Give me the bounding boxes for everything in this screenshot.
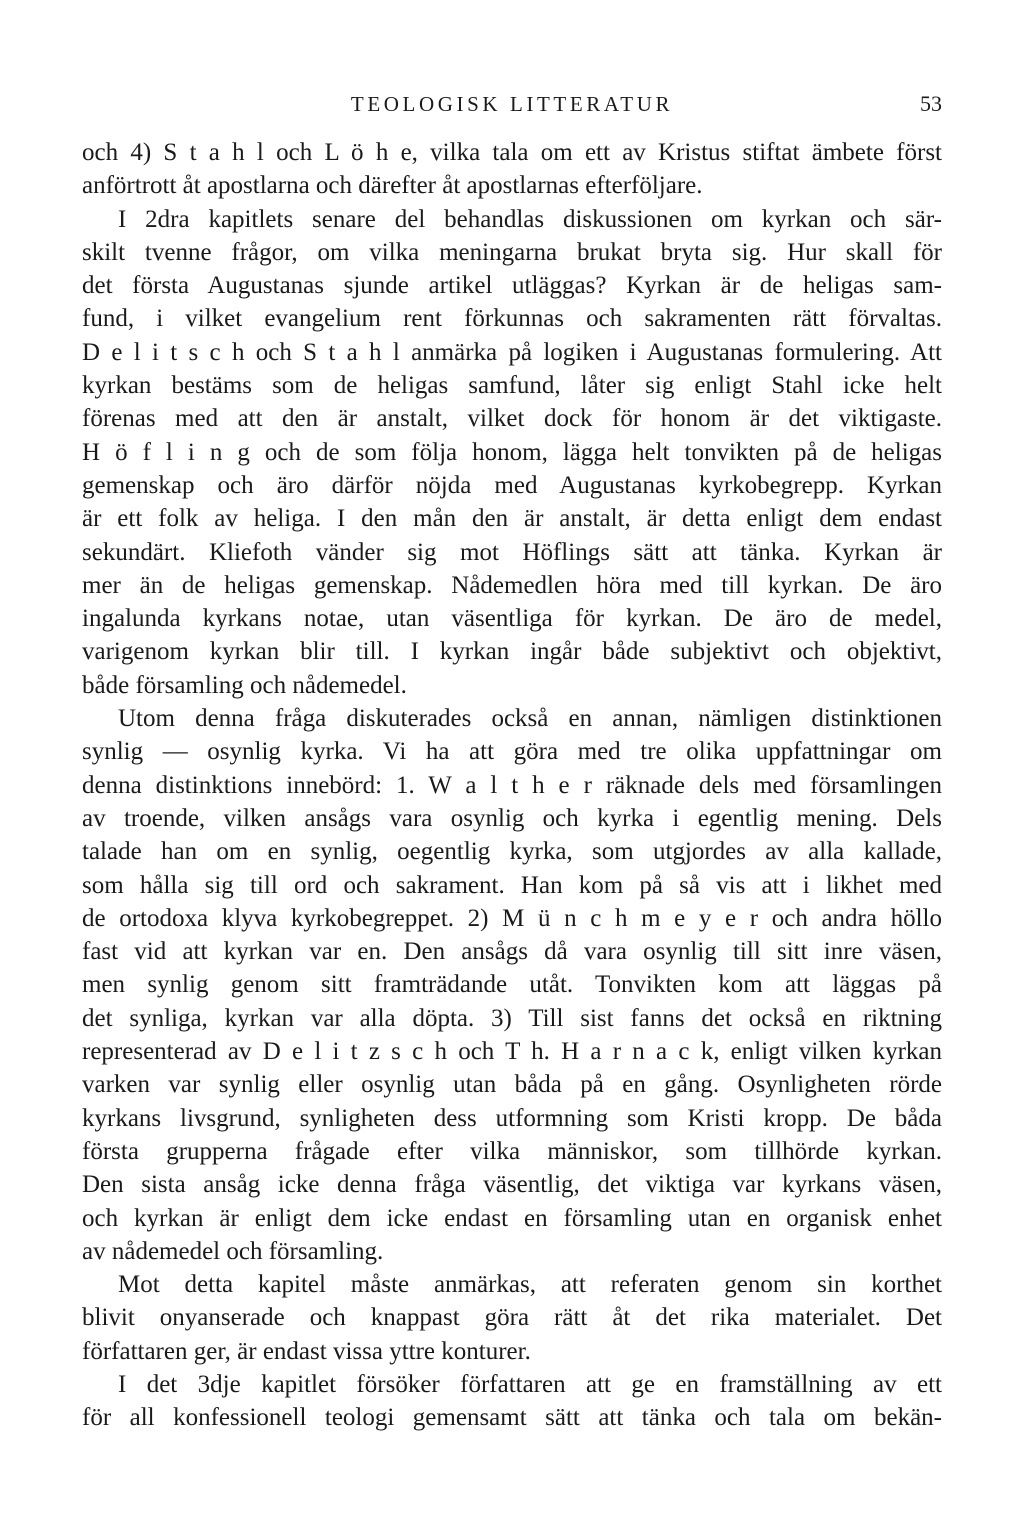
text-line: fast vid att kyrkan var en. Den ansågs då vara osynlig till sitt inre väsen, xyxy=(82,938,942,966)
text-line: blivit onyanserade och knappast göra rätt åt det rika materialet. Det xyxy=(82,1304,942,1332)
text-line: förenas med att den är anstalt, vilket dock för honom är det viktigaste. xyxy=(82,405,942,433)
text-line: kyrkan bestäms som de heligas samfund, låter sig enligt Stahl icke helt xyxy=(82,372,942,400)
text-line: ingalunda kyrkans notae, utan väsentliga för kyrkan. De äro de medel, xyxy=(82,605,942,633)
text-line: representerad av D e l i t z s c h och T h. H a r n a c k, enligt vilken kyrkan xyxy=(82,1038,942,1066)
text-line: denna distinktions innebörd: 1. W a l t h e r räknade dels med församlingen xyxy=(82,771,942,799)
text-line: talade han om en synlig, oegentlig kyrka, som utgjordes av alla kallade, xyxy=(82,838,942,866)
running-title: TEOLOGISK LITTERATUR xyxy=(350,92,674,116)
text-line: fund, i vilket evangelium rent förkunnas och sakramenten rätt förvaltas. xyxy=(82,305,942,333)
text-line: och 4) S t a h l och L ö h e, vilka tala om ett av Kristus stiftat ämbete först xyxy=(82,139,942,166)
text-line: gemenskap och äro därför nöjda med Augustanas kyrkobegrepp. Kyrkan xyxy=(82,471,942,499)
body-text xyxy=(82,136,942,1435)
text-line: H ö f l i n g och de som följa honom, lägga helt tonvikten på de heligas xyxy=(82,438,942,466)
text-line: Mot detta kapitel måste anmärkas, att referaten genom sin korthet xyxy=(118,1271,942,1299)
text-line: första grupperna frågade efter vilka människor, som tillhörde kyrkan. xyxy=(82,1137,942,1165)
text-line: av nådemedel och församling. xyxy=(82,1237,384,1265)
text-line: av troende, vilken ansågs vara osynlig och kyrka i egentlig mening. Dels xyxy=(82,804,942,832)
text-line: som hålla sig till ord och sakrament. Han kom på så vis att i likhet med xyxy=(82,871,942,899)
text-line: varken var synlig eller osynlig utan båda på en gång. Osynligheten rörde xyxy=(82,1071,942,1099)
text-line: kyrkans livsgrund, synligheten dess utformning som Kristi kropp. De båda xyxy=(82,1104,942,1132)
text-line: de ortodoxa klyva kyrkobegreppet. 2) M ü n c h m e y e r och andra höllo xyxy=(82,904,942,932)
page-number: 53 xyxy=(920,91,942,116)
text-line: det första Augustanas sjunde artikel utläggas? Kyrkan är de heligas sam- xyxy=(82,272,942,300)
text-line: är ett folk av heliga. I den mån den är anstalt, är detta enligt dem endast xyxy=(82,505,942,533)
text-line: mer än de heligas gemenskap. Nådemedlen höra med till kyrkan. De äro xyxy=(82,571,942,599)
text-line: I det 3dje kapitlet försöker författaren att ge en framställning av ett xyxy=(118,1370,942,1398)
text-line: författaren ger, är endast vissa yttre konturer. xyxy=(82,1337,531,1365)
text-line: anförtrott åt apostlarna och därefter åt apostlarnas efterföljare. xyxy=(82,172,703,200)
text-line: sekundärt. Kliefoth vänder sig mot Höflings sätt att tänka. Kyrkan är xyxy=(82,538,942,566)
text-line: D e l i t s c h och S t a h l anmärka på logiken i Augustanas formulering. Att xyxy=(82,338,942,366)
text-line: och kyrkan är enligt dem icke endast en församling utan en organisk enhet xyxy=(82,1204,942,1232)
text-line: I 2dra kapitlets senare del behandlas diskussionen om kyrkan och sär- xyxy=(118,205,942,233)
text-line: men synlig genom sitt framträdande utåt. Tonvikten kom att läggas på xyxy=(82,971,942,999)
text-line: Utom denna fråga diskuterades också en annan, nämligen distinktionen xyxy=(118,705,942,733)
text-line: för all konfessionell teologi gemensamt sätt att tänka och tala om bekän- xyxy=(82,1404,942,1432)
text-line: Den sista ansåg icke denna fråga väsentlig, det viktiga var kyrkans väsen, xyxy=(82,1171,942,1199)
text-line: synlig — osynlig kyrka. Vi ha att göra med tre olika uppfattningar om xyxy=(82,738,942,766)
text-line: varigenom kyrkan blir till. I kyrkan ingår både subjektivt och objektivt, xyxy=(82,638,942,666)
text-line: det synliga, kyrkan var alla döpta. 3) Till sist fanns det också en riktning xyxy=(82,1004,942,1032)
page-header xyxy=(82,86,942,122)
text-line: både församling och nådemedel. xyxy=(82,671,407,699)
text-line: skilt tvenne frågor, om vilka meningarna brukat bryta sig. Hur skall för xyxy=(82,238,942,266)
